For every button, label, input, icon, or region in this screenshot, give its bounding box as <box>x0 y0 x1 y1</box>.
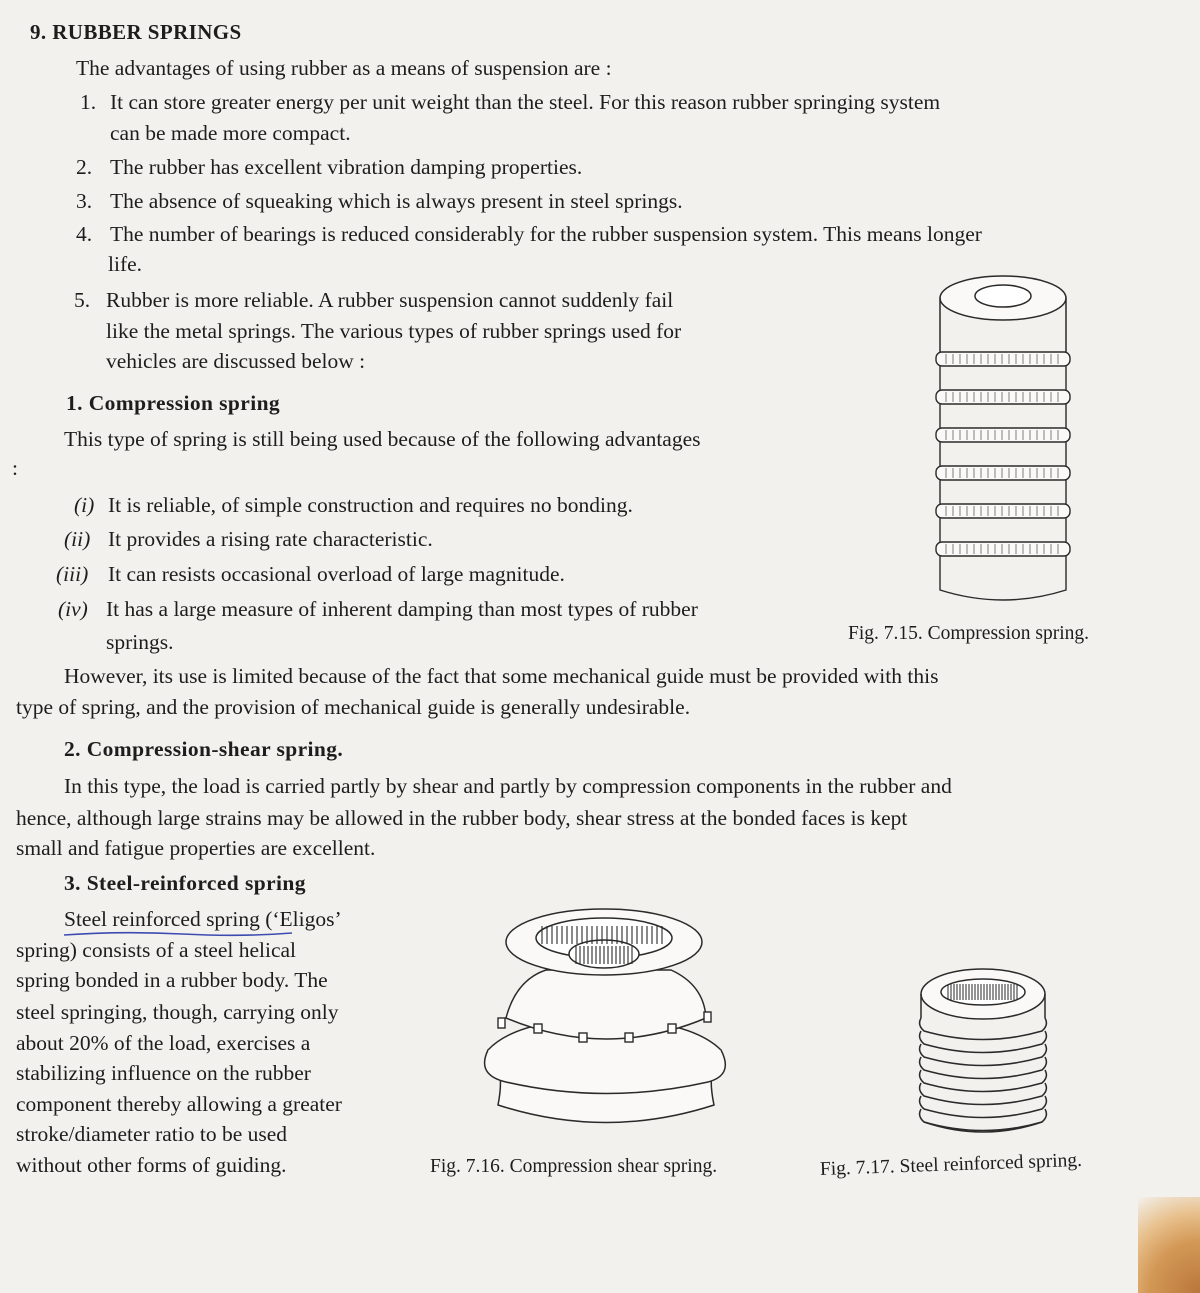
compression-shear-spring-figure <box>476 900 736 1150</box>
compression-intro-colon: : <box>12 456 18 480</box>
advantage-text: The absence of squeaking which is always present in steel springs. <box>110 189 683 213</box>
coil-side <box>940 404 1066 428</box>
section-intro: The advantages of using rubber as a means of suspension are : <box>76 56 612 80</box>
point-text: It has a large measure of inherent damping than most types of rubber <box>106 597 698 621</box>
paragraph-line: type of spring, and the provision of mechanical guide is generally undesirable. <box>16 695 691 719</box>
paragraph-line: spring bonded in a rubber body. The <box>16 968 328 992</box>
figure-caption: Fig. 7.16. Compression shear spring. <box>430 1156 718 1177</box>
paragraph-line: In this type, the load is carried partly by shear and partly by compression components in the rubber and <box>64 774 952 798</box>
point-number: (iv) <box>58 597 88 621</box>
coil-side <box>940 366 1066 390</box>
figure-caption: Fig. 7.17. Steel reinforced spring. <box>819 1149 1083 1180</box>
advantage-text: The number of bearings is reduced considerably for the rubber suspension system. This means longer <box>110 222 982 246</box>
paragraph-line: component thereby allowing a greater <box>16 1092 342 1116</box>
coil-ring <box>936 390 1070 404</box>
advantage-text: vehicles are discussed below : <box>106 349 366 373</box>
rubber-ring <box>920 1018 1047 1040</box>
paragraph-line: small and fatigue properties are excellent. <box>16 836 376 860</box>
advantage-number: 5. <box>74 288 91 312</box>
paragraph-line: Steel reinforced spring (‘Eligos’ <box>64 907 342 931</box>
advantage-text: The rubber has excellent vibration damping properties. <box>110 155 583 179</box>
coil-side <box>940 518 1066 542</box>
paragraph-line: stroke/diameter ratio to be used <box>16 1122 288 1146</box>
coil-ring <box>936 542 1070 556</box>
paragraph-line: without other forms of guiding. <box>16 1153 287 1177</box>
paragraph-line: spring) consists of a steel helical <box>16 938 297 962</box>
point-number: (ii) <box>64 527 91 551</box>
figure-caption: Fig. 7.15. Compression spring. <box>848 623 1090 644</box>
advantage-text: life. <box>108 252 143 276</box>
point-text: It is reliable, of simple construction and requires no bonding. <box>108 493 633 517</box>
steel-reinforced-spring-figure <box>912 960 1054 1140</box>
page-corner-shadow <box>1138 1197 1200 1293</box>
advantage-text: It can store greater energy per unit weight than the steel. For this reason rubber springing system <box>110 90 941 114</box>
advantage-number: 4. <box>76 222 93 246</box>
compression-spring-figure <box>928 270 1078 605</box>
paragraph-line: hence, although large strains may be allowed in the rubber body, shear stress at the bonded faces is kept <box>16 806 908 830</box>
coil-side <box>940 442 1066 466</box>
pen-underline <box>62 929 294 939</box>
section-title: 9. RUBBER SPRINGS <box>30 20 242 44</box>
advantage-text: Rubber is more reliable. A rubber suspension cannot suddenly fail <box>106 288 674 312</box>
coil-ring <box>936 428 1070 442</box>
advantage-text: like the metal springs. The various types of rubber springs used for <box>106 319 682 343</box>
point-number: (iii) <box>56 562 89 586</box>
coil-ring <box>936 504 1070 518</box>
advantage-text: can be made more compact. <box>110 121 351 145</box>
paragraph-line: However, its use is limited because of the fact that some mechanical guide must be provided with this <box>64 664 939 688</box>
point-text-continued: springs. <box>106 630 174 654</box>
point-number: (i) <box>74 493 95 517</box>
advantage-number: 1. <box>80 90 97 114</box>
steel-reinforced-heading: 3. Steel-reinforced spring <box>64 871 306 895</box>
paragraph-line: stabilizing influence on the rubber <box>16 1061 311 1085</box>
coil-side <box>940 480 1066 504</box>
paragraph-line: steel springing, though, carrying only <box>16 1000 339 1024</box>
compression-shear-heading: 2. Compression-shear spring. <box>64 737 344 761</box>
advantage-number: 2. <box>76 155 93 179</box>
advantage-number: 3. <box>76 189 93 213</box>
point-text: It provides a rising rate characteristic. <box>108 527 433 551</box>
coil-side <box>940 556 1066 580</box>
compression-intro: This type of spring is still being used because of the following advantages <box>64 427 701 451</box>
coil-base <box>940 580 1066 600</box>
coil-ring <box>936 466 1070 480</box>
point-text: It can resists occasional overload of large magnitude. <box>108 562 565 586</box>
paragraph-line: about 20% of the load, exercises a <box>16 1031 311 1055</box>
compression-heading: 1. Compression spring <box>66 391 281 415</box>
coil-ring <box>936 352 1070 366</box>
